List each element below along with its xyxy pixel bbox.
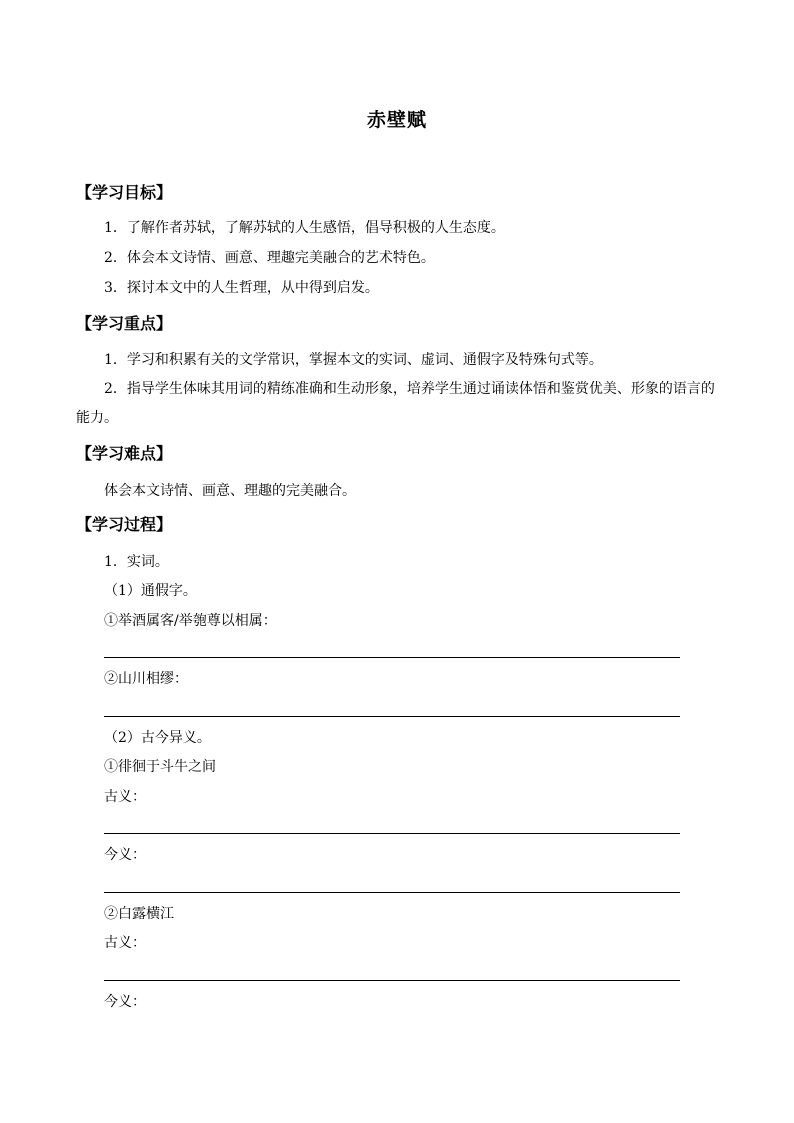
answer-line [104,833,680,834]
ancient-meaning-label: 古义： [104,789,146,805]
modern-meaning-label: 今义： [104,994,146,1010]
process-step: 1．实词。 [104,554,169,570]
objective-item: 3．探讨本文中的人生哲理，从中得到启发。 [104,280,379,296]
process-heading: 【学习过程】 [76,515,173,534]
answer-line [104,980,680,981]
modern-meaning-label: 今义： [104,847,146,863]
answer-line [104,892,680,893]
question-text: ①徘徊于斗牛之间 [104,759,216,775]
difficulties-heading: 【学习难点】 [76,444,173,463]
process-subheading: （2）古今异义。 [104,730,211,746]
question-text: ①举酒属客/举匏尊以相属： [104,613,277,629]
difficulty-text: 体会本文诗情、画意、理趣的完美融合。 [104,483,356,499]
answer-line [104,657,680,658]
key-point-item: 1．学习和积累有关的文学常识，掌握本文的实词、虚词、通假字及特殊句式等。 [104,352,603,368]
objectives-heading: 【学习目标】 [76,183,173,202]
question-text: ②山川相缪： [104,671,188,687]
answer-line [104,716,680,717]
ancient-meaning-label: 古义： [104,935,146,951]
key-point-item: 2．指导学生体味其用词的精练准确和生动形象，培养学生通过诵读体悟和鉴赏优美、形象的语言的能力。 [76,381,715,426]
key-points-heading: 【学习重点】 [76,314,173,333]
process-subheading: （1）通假字。 [104,583,197,599]
objective-item: 1．了解作者苏轼，了解苏轼的人生感悟，倡导积极的人生态度。 [104,220,505,236]
question-text: ②白露横江 [104,906,174,922]
document-title: 赤壁赋 [366,109,427,131]
objective-item: 2．体会本文诗情、画意、理趣完美融合的艺术特色。 [104,250,435,266]
